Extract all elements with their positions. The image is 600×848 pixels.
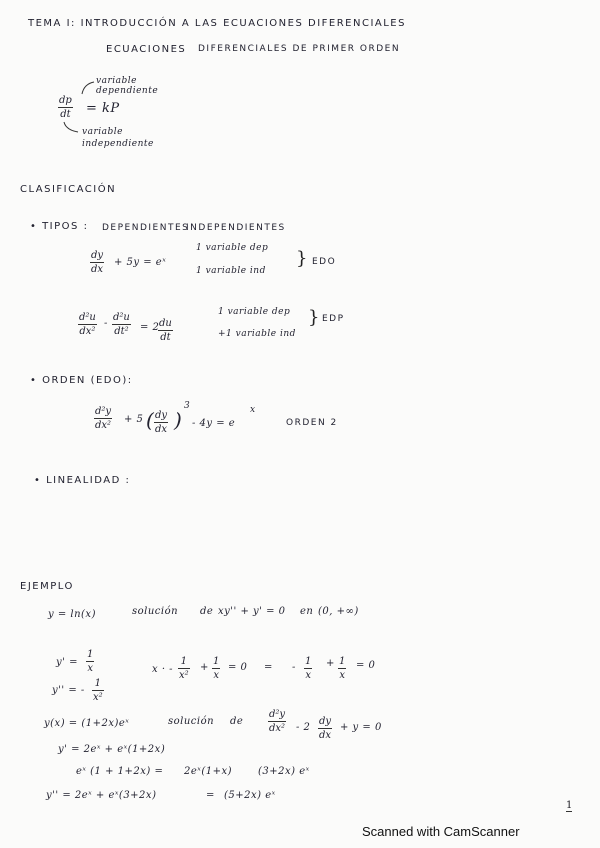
orden-label: • ORDEN (EDO): [30,375,133,386]
orden-rest-exp: x [250,405,256,415]
ejemplo-heading: EJEMPLO [20,581,74,592]
sub-num-1: 1 [180,656,188,667]
plus-five: + 5 [124,414,144,425]
sub-r-plus: + [326,658,335,669]
ode2-mid: - 2 [296,722,311,733]
page-number: 1 [566,800,573,811]
sub-den-1: x² [179,670,189,681]
orden-2-label: ORDEN 2 [286,418,338,428]
y2-function: y(x) = (1+2x)eˣ [44,718,130,729]
dx2-den: dx² [95,420,112,431]
edp-label: EDP [322,314,345,324]
sub-num-2: 1 [213,656,220,667]
y-double-prime-result: (5+2x) eˣ [224,790,276,801]
variable-dependiente-note: variable dependiente [96,76,159,96]
title-line-2a: ECUACIONES [106,44,187,55]
ode2-end: + y = 0 [340,722,382,733]
sub-equal: = [264,662,273,673]
note1-dep: 1 variable dep [196,243,269,253]
sub-r-eq: = 0 [356,660,376,671]
eq1-rhs: + 5y = eˣ [114,257,167,268]
du-num: du [159,318,172,329]
y-prime-simplify-2: 2eˣ(1+x) [184,766,233,777]
sub-rnum-1: 1 [305,656,312,667]
exponent-3: 3 [184,401,191,411]
y-prime-line: y' = 2eˣ + eˣ(1+2x) [58,744,166,755]
x2-den: x² [93,692,103,703]
brace-edo: } [296,248,308,269]
d2u-num-2: d²u [113,312,130,323]
y-prime-result: (3+2x) eˣ [258,766,310,777]
ejemplo-y: y = ln(x) [48,609,96,620]
ode-xy: xy'' + y' = 0 [218,606,286,617]
solucion-word: solución [132,606,179,617]
ode2-num: d²y [269,709,286,720]
ode2-den-2: dx [319,730,332,741]
note2-ind: +1 variable ind [218,329,296,339]
sub-den-2: x [213,670,219,681]
dy-num: dy [91,250,104,261]
tipos-label: • TIPOS : [30,221,89,232]
brace-edp: } [308,307,320,328]
one-num-2: 1 [94,678,102,689]
sub-plus: + [200,662,209,673]
dt-denominator: dt [60,109,71,120]
dy-num-2: dy [155,410,168,421]
camscanner-watermark: Scanned with CamScanner [362,824,520,839]
eq2-rhs-pre: = 2 [140,322,160,333]
x-den: x [87,663,93,674]
title-line-1: TEMA I: INTRODUCCIÓN A LAS ECUACIONES DIFERENCIALES [28,18,406,29]
de-word-2: de [230,716,244,727]
left-paren: ( [146,408,155,432]
sub-rden-1: x [305,670,311,681]
dx-den-2: dx [155,424,168,435]
one-num: 1 [87,649,94,660]
dt2-den: dt² [114,326,129,337]
variable-independiente-note: variable independiente [82,127,154,149]
orden-rest: - 4y = e [192,418,236,429]
note2-dep: 1 variable dep [218,307,291,317]
dx2-den: dx² [79,326,96,337]
de-word: de [200,606,214,617]
ode2-num-2: dy [319,716,332,727]
dx-den: dx [91,264,104,275]
edo-label: EDO [312,257,337,267]
sub-r-minus: - [292,662,296,673]
y-prime-label: y' = [56,657,78,668]
y-double-prime-line: y'' = 2eˣ + eˣ(3+2x) [46,790,157,801]
note1-ind: 1 variable ind [196,266,266,276]
right-paren: ) [174,408,183,432]
dp-numerator: dp [59,95,72,106]
dependientes-label: DEPENDIENTES [102,223,190,233]
d2y-num: d²y [95,406,112,417]
sub-eq-zero: = 0 [228,662,248,673]
linealidad-label: • LINEALIDAD : [34,475,131,486]
dp-dt-rhs: = kP [86,101,120,116]
dt-den: dt [160,332,171,343]
eq2-op: - [104,318,108,329]
clasificacion-heading: CLASIFICACIÓN [20,184,117,195]
ode2-den: dx² [269,723,286,734]
interval: (0, +∞) [318,606,359,617]
sub-rnum-2: 1 [339,656,346,667]
d2u-num: d²u [79,312,96,323]
title-line-2b: DIFERENCIALES DE PRIMER ORDEN [198,44,401,54]
independientes-label: INDEPENDIENTES [186,223,286,233]
solucion-word-2: solución [168,716,215,727]
y-prime-simplify: eˣ (1 + 1+2x) = [76,766,164,777]
sub-x: x · - [152,664,174,675]
y-double-prime-eq: = [206,790,215,801]
sub-rden-2: x [339,670,345,681]
en-word: en [300,606,314,617]
y-double-prime-label: y'' = - [52,685,85,696]
